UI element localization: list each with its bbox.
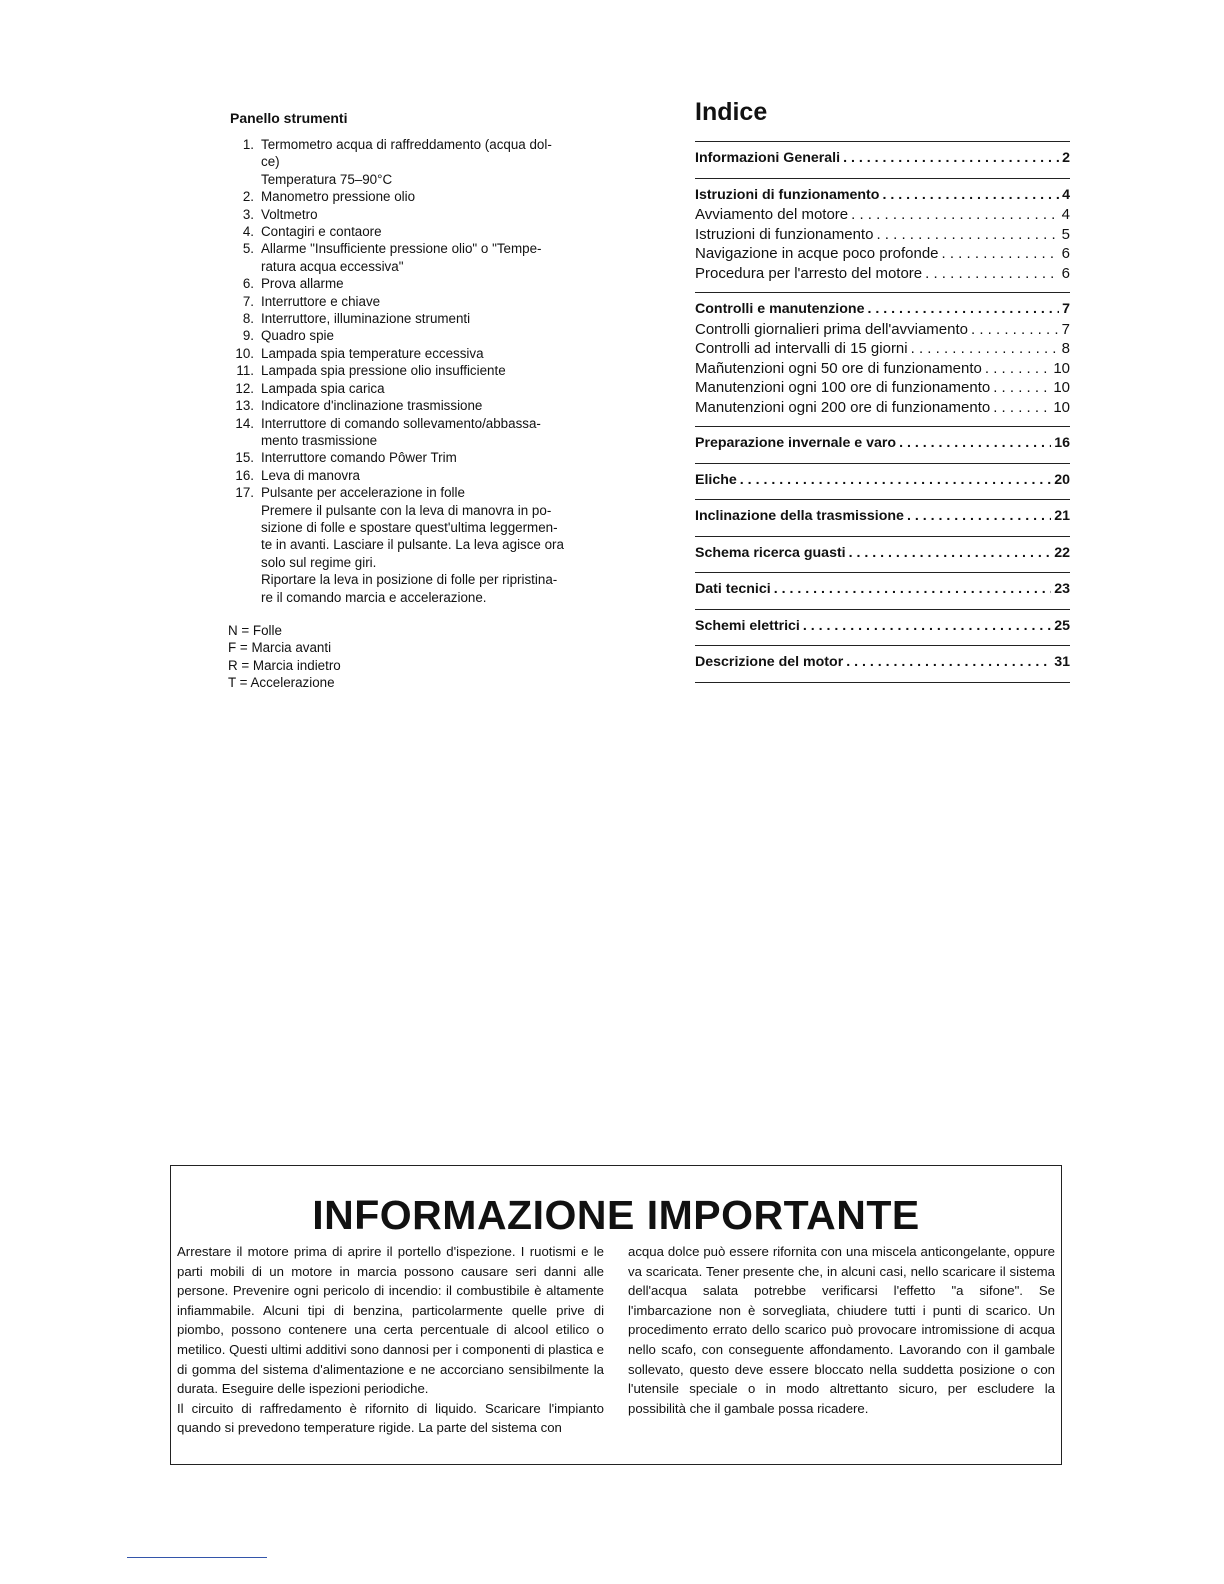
list-item-line: Riportare la leva in posizione di folle per ripristina-: [261, 572, 558, 588]
toc-leader-dots: [882, 186, 1059, 206]
list-item-number: 3.: [242, 206, 254, 222]
list-item-text: [261, 293, 608, 310]
toc-group: [695, 536, 1070, 573]
list-item-text: [261, 484, 608, 606]
toc-label: Controlli ad intervalli di 15 giorni: [695, 340, 908, 357]
instrument-list: [228, 136, 608, 606]
toc-heading: [695, 580, 1070, 600]
toc-leader-dots: [867, 300, 1059, 320]
important-paragraph: acqua dolce può essere rifornita con una miscela anticongelante, oppure va scaricata. Tener presente che, in alcuni casi, nello scaricare il sistema dell'acqua salata potrebbe verificarsi l'effetto "a sifone". Se l'imbarcazione non è sorvegliata, chiudere tutti i punti di scarico. Un procedimento errato dello scarico può provocare intromissione di acqua nello scafo, con conseguente affondamento. Lavorando con il gambale sollevato, questo deve essere bloccato nella suddetta posizione o con l'utensile speciale o in modo altrettanto sicuro, per escludere la possibilità che il gambale possa ricadere.: [628, 1244, 1055, 1416]
toc-label: Controlli e manutenzione: [695, 301, 865, 317]
list-item-number: 5.: [242, 241, 254, 257]
list-item-line: Lampada spia pressione olio insufficiente: [261, 363, 506, 379]
toc-leader-dots: [740, 471, 1051, 491]
toc-label: Schema ricerca guasti: [695, 544, 846, 561]
toc-label: Informazioni Generali: [695, 150, 841, 166]
list-item: [228, 327, 608, 344]
list-item: [228, 223, 608, 240]
toc-leader-dots: [993, 398, 1050, 418]
toc-label: Avviamento del motore: [695, 206, 849, 223]
toc-page-number: 6: [1061, 245, 1070, 262]
list-item-number: 7.: [242, 293, 254, 309]
list-item: [228, 397, 608, 414]
toc-heading: [695, 544, 1070, 564]
toc-entry: [695, 398, 1070, 418]
list-item-line: Manometro pressione olio: [261, 189, 416, 205]
list-item-text: [261, 380, 608, 397]
list-item-line: mento trasmissione: [261, 432, 378, 448]
toc-heading: [695, 507, 1070, 527]
list-item: [228, 188, 608, 205]
toc-heading: [695, 471, 1070, 491]
toc-page-number: 4: [1061, 206, 1070, 223]
instrument-panel-section: [228, 110, 608, 692]
list-item-number: 17.: [235, 485, 254, 501]
toc-page-number: 8: [1061, 340, 1070, 357]
list-item: [228, 380, 608, 397]
toc-page-number: 22: [1054, 544, 1070, 561]
toc-group: [695, 178, 1070, 293]
toc-group: [695, 572, 1070, 609]
list-item-line: Termometro acqua di raffreddamento (acqua dol-: [261, 137, 552, 152]
toc-heading: [695, 434, 1070, 454]
toc-leader-dots: [803, 617, 1051, 637]
toc-page-number: 7: [1062, 301, 1070, 317]
list-item-number: 9.: [242, 328, 254, 344]
toc-label: Navigazione in acque poco profonde: [695, 245, 939, 262]
toc-group: [695, 463, 1070, 500]
list-item-line: sizione di folle e spostare quest'ultima leggermen-: [261, 519, 558, 535]
table-of-contents: [695, 141, 1070, 683]
index-section: [695, 98, 1070, 683]
legend-item: F = Marcia avanti: [228, 640, 332, 656]
toc-group: [695, 499, 1070, 536]
toc-leader-dots: [843, 149, 1059, 169]
toc-entry: [695, 359, 1070, 379]
toc-label: Manutenzioni ogni 200 ore di funzionamento: [695, 398, 991, 416]
list-item-line: Prova allarme: [261, 276, 344, 292]
list-item-text: [261, 240, 608, 275]
list-item: [228, 484, 608, 606]
list-item-line: Lampada spia carica: [261, 380, 385, 396]
toc-page-number: 2: [1062, 150, 1070, 166]
list-item-line: Leva di manovra: [261, 467, 360, 483]
toc-leader-dots: [911, 339, 1059, 359]
list-item-line: te in avanti. Lasciare il pulsante. La leva agisce ora: [261, 537, 564, 553]
toc-page-number: 10: [1053, 398, 1070, 416]
index-title: Indice: [695, 98, 768, 126]
list-item-line: Pulsante per accelerazione in folle: [261, 485, 465, 501]
toc-label: Manutenzioni ogni 100 ore di funzionamento: [695, 379, 991, 396]
toc-label: Procedura per l'arresto del motore: [695, 264, 923, 282]
toc-page-number: 16: [1054, 435, 1070, 451]
toc-page-number: 6: [1061, 264, 1070, 282]
list-item-number: 6.: [242, 276, 254, 292]
list-item: [228, 362, 608, 379]
list-item: [228, 467, 608, 484]
toc-label: Dati tecnici: [695, 581, 771, 597]
list-item-text: [261, 467, 608, 484]
toc-heading: [695, 653, 1070, 673]
toc-heading: [695, 617, 1070, 637]
important-column-right: [628, 1242, 1055, 1438]
toc-group: [695, 609, 1070, 646]
list-item-text: [261, 223, 608, 240]
list-item-text: [261, 136, 608, 188]
toc-leader-dots: [985, 359, 1050, 379]
important-paragraph: Il circuito di raffredamento è rifornito di liquido. Scaricare l'impianto quando si prevedono temperature rigide. La parte del sistema con: [177, 1400, 604, 1436]
toc-label: Istruzioni di funzionamento: [695, 225, 874, 243]
toc-page-number: 20: [1054, 471, 1070, 488]
list-item: [228, 310, 608, 327]
toc-label: Istruzioni di funzionamento: [695, 186, 880, 203]
toc-page-number: 4: [1062, 186, 1070, 203]
important-column-left: [177, 1242, 604, 1438]
toc-page-number: 7: [1061, 320, 1070, 338]
list-item-line: Interruttore di comando sollevamento/abbassa-: [261, 415, 541, 431]
toc-entry: [695, 244, 1070, 264]
toc-leader-dots: [849, 544, 1052, 564]
list-item-text: [261, 397, 608, 414]
toc-entry: [695, 378, 1070, 398]
toc-label: Eliche: [695, 471, 737, 488]
list-item-text: [261, 275, 608, 292]
toc-leader-dots: [907, 507, 1051, 527]
toc-entry: [695, 339, 1070, 359]
list-item-text: [261, 206, 608, 223]
toc-page-number: 23: [1054, 581, 1070, 597]
toc-leader-dots: [942, 244, 1059, 264]
toc-heading: [695, 149, 1070, 169]
important-title: INFORMAZIONE IMPORTANTE: [312, 1192, 920, 1238]
list-item-line: solo sul regime giri.: [261, 554, 377, 570]
list-item-number: 14.: [235, 415, 254, 431]
toc-group: [695, 426, 1070, 463]
list-item-number: 8.: [242, 311, 254, 327]
list-item-number: 2.: [242, 189, 254, 205]
toc-leader-dots: [846, 653, 1051, 673]
list-item: [228, 345, 608, 362]
list-item-number: 13.: [235, 398, 254, 414]
list-item-line: ratura acqua eccessiva": [261, 258, 404, 274]
list-item-number: 1.: [242, 137, 254, 152]
list-item-line: Interruttore, illuminazione strumenti: [261, 311, 471, 327]
list-item-line: Voltmetro: [261, 206, 318, 222]
toc-page-number: 10: [1053, 379, 1070, 396]
list-item-line: Indicatore d'inclinazione trasmissione: [261, 398, 483, 414]
list-item: [228, 275, 608, 292]
toc-label: Mañutenzioni ogni 50 ore di funzionamento: [695, 359, 982, 377]
important-paragraph: Arrestare il motore prima di aprire il portello d'ispezione. I ruotismi e le parti mobili di un motore in marcia possono causare seri danni alle persone. Prevenire ogni pericolo di incendio: il combustibile è altamente infiammabile. Alcuni tipi di benzina, particolarmente quelle prive di piombo, possono contenere una certa percentuale di alcool etilico o metilico. Questi ultimi additivi sono dannosi per i componenti di plastica e di gomma del sistema d'alimentazione e ne accorciano sensibilmente la durata. Eseguire delle ispezioni periodiche.: [177, 1244, 604, 1397]
list-item-number: 10.: [235, 345, 254, 361]
list-item-number: 12.: [235, 380, 254, 396]
list-item-line: Lampada spia temperature eccessiva: [261, 345, 484, 361]
list-item-line: Temperatura 75–90°C: [261, 171, 393, 187]
toc-leader-dots: [851, 205, 1059, 225]
list-item: [228, 449, 608, 466]
toc-leader-dots: [774, 580, 1052, 600]
list-item: [228, 206, 608, 223]
list-item: [228, 136, 608, 188]
toc-page-number: 10: [1053, 359, 1070, 377]
list-item-text: [261, 188, 608, 205]
list-item-number: 15.: [235, 450, 254, 466]
toc-label: Controlli giornalieri prima dell'avviamento: [695, 320, 968, 338]
toc-leader-dots: [971, 320, 1059, 340]
toc-group: [695, 645, 1070, 683]
list-item-text: [261, 449, 608, 466]
toc-page-number: 21: [1054, 508, 1070, 524]
list-item-line: Allarme "Insufficiente pressione olio" o "Tempe-: [261, 241, 542, 257]
list-item-line: Quadro spie: [261, 328, 334, 344]
toc-label: Schemi elettrici: [695, 617, 800, 634]
toc-label: Descrizione del motor: [695, 654, 844, 670]
toc-entry: [695, 205, 1070, 225]
list-item-text: [261, 327, 608, 344]
toc-page-number: 25: [1054, 617, 1070, 634]
toc-page-number: 5: [1061, 225, 1070, 243]
list-item-text: [261, 310, 608, 327]
toc-label: Preparazione invernale e varo: [695, 435, 897, 451]
toc-entry: [695, 225, 1070, 245]
toc-group: [695, 292, 1070, 426]
list-item-line: Contagiri e contaore: [261, 224, 382, 240]
toc-leader-dots: [876, 225, 1058, 245]
footer-divider: [127, 1557, 267, 1558]
toc-page-number: 31: [1054, 654, 1070, 670]
list-item-text: [261, 362, 608, 379]
list-item-line: Premere il pulsante con la leva di manovra in po-: [261, 502, 552, 518]
important-info-box: [170, 1165, 1062, 1465]
legend-item: N = Folle: [228, 622, 282, 638]
legend-item: T = Accelerazione: [228, 675, 335, 691]
gear-legend: [228, 622, 608, 692]
toc-group: [695, 141, 1070, 178]
list-item-line: re il comando marcia e accelerazione.: [261, 589, 487, 605]
list-item-line: ce): [261, 154, 280, 170]
list-item-text: [261, 415, 608, 450]
panel-heading: Panello strumenti: [230, 110, 348, 126]
toc-leader-dots: [899, 434, 1051, 454]
list-item-text: [261, 345, 608, 362]
list-item-number: 4.: [242, 224, 254, 240]
list-item: [228, 415, 608, 450]
toc-entry: [695, 264, 1070, 284]
toc-leader-dots: [993, 378, 1050, 398]
list-item: [228, 240, 608, 275]
toc-label: Inclinazione della trasmissione: [695, 508, 904, 524]
legend-item: R = Marcia indietro: [228, 657, 341, 673]
list-item-number: 16.: [235, 467, 254, 483]
toc-heading: [695, 300, 1070, 320]
toc-entry: [695, 320, 1070, 340]
toc-leader-dots: [925, 264, 1059, 284]
list-item-number: 11.: [236, 363, 254, 379]
list-item-line: Interruttore comando Pôwer Trim: [261, 450, 457, 466]
list-item-line: Interruttore e chiave: [261, 293, 381, 309]
list-item: [228, 293, 608, 310]
toc-heading: [695, 186, 1070, 206]
